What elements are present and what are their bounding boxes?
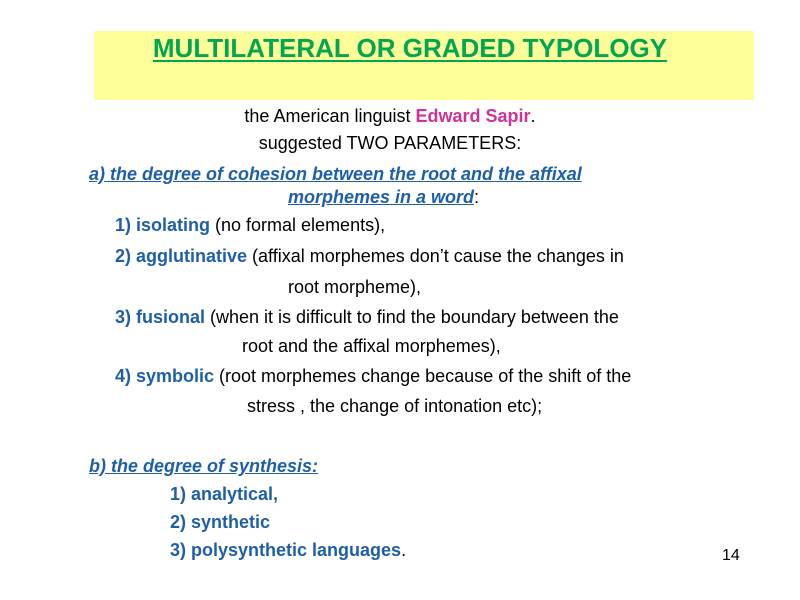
list-item-polysynthetic: [170, 538, 406, 562]
parameter-b-heading: [89, 454, 318, 478]
list-item-fusional: [115, 305, 619, 329]
item-text: (root morphemes change because of the shift of the: [214, 366, 632, 386]
parameter-a-heading-colon: :: [474, 187, 480, 207]
intro-prefix: the American linguist: [244, 106, 416, 126]
parameter-b-heading-text: b) the degree of synthesis:: [89, 456, 319, 476]
list-item-synthetic: 2) synthetic: [170, 512, 271, 532]
parameter-a-heading-text-1: a) the degree of cohesion between the root and the affixal: [89, 164, 582, 184]
list-item-agglutinative-continuation: root morpheme),: [288, 277, 422, 297]
slide-title: MULTILATERAL OR GRADED TYPOLOGY: [152, 33, 668, 63]
list-item-symbolic: [115, 364, 631, 388]
item-text: (affixal morphemes don’t cause the changes in: [247, 246, 624, 266]
item-label: 4) symbolic: [115, 366, 215, 386]
parameter-a-heading-text-2: morphemes in a word: [288, 187, 475, 207]
list-item-isolating: [115, 213, 385, 237]
item-label: 1) isolating: [115, 215, 211, 235]
item-label: 2) agglutinative: [115, 246, 248, 266]
intro-line-1: [0, 104, 780, 128]
list-item-symbolic-continuation: stress , the change of intonation etc);: [247, 396, 543, 416]
page-number: 14: [722, 547, 740, 564]
intro-line-2: suggested TWO PARAMETERS:: [258, 133, 522, 153]
item-suffix: .: [401, 540, 407, 560]
item-label: 3) fusional: [115, 307, 206, 327]
parameter-a-heading-line-2: [288, 186, 479, 208]
item-text: (no formal elements),: [210, 215, 386, 235]
item-text: (when it is difficult to find the boundary between the: [205, 307, 619, 327]
list-item-agglutinative: [115, 244, 624, 268]
list-item-analytical: 1) analytical,: [170, 484, 279, 504]
list-item-fusional-continuation: root and the affixal morphemes),: [242, 336, 501, 356]
parameter-a-heading-line-1: [89, 163, 582, 185]
item-label: 3) polysynthetic languages: [170, 540, 402, 560]
intro-suffix: .: [530, 106, 536, 126]
linguist-name: Edward Sapir: [415, 106, 531, 126]
